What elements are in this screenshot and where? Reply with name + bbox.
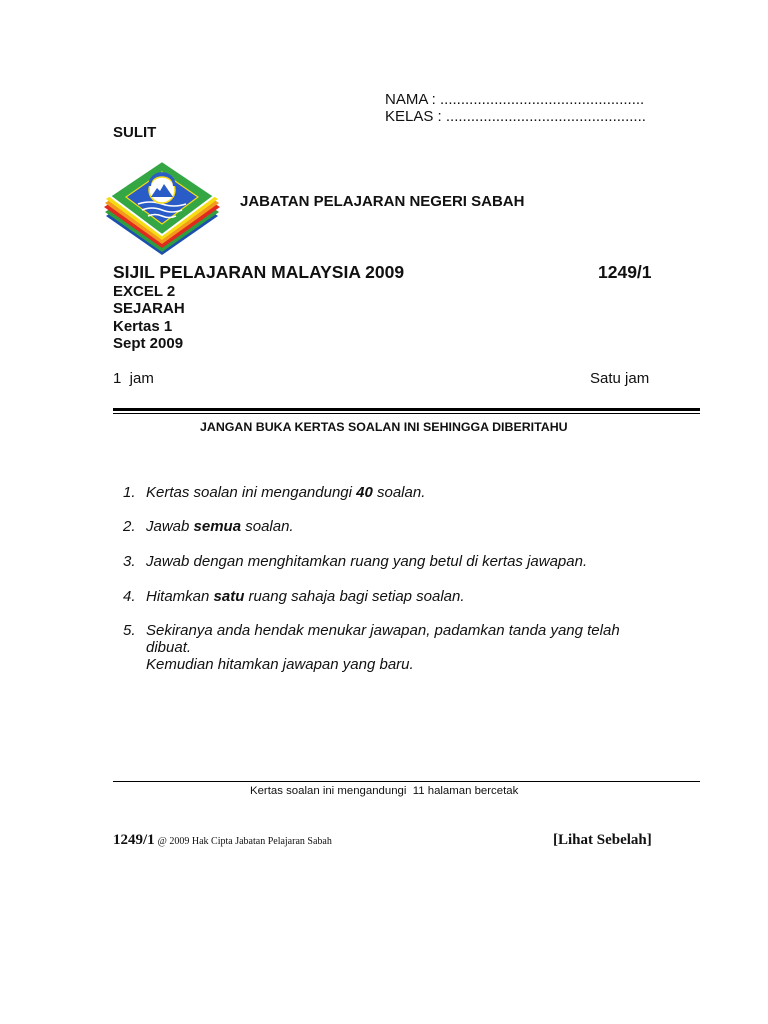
instruction-text-part: soalan. <box>241 518 294 535</box>
instruction-text-part: soalan. <box>372 484 426 501</box>
instruction-text-part: ruang sahaja bagi setiap soalan. <box>244 588 465 605</box>
instruction-emphasis: 40 <box>356 484 373 501</box>
exam-code: 1249/1 <box>598 262 652 282</box>
classification-label: SULIT <box>113 124 157 141</box>
duration-figures: 1 jam <box>113 370 154 387</box>
instruction-item <box>123 484 425 501</box>
exam-series: EXCEL 2 <box>113 283 176 300</box>
department-name: JABATAN PELAJARAN NEGERI SABAH <box>240 193 525 210</box>
header-divider-thick <box>113 408 700 411</box>
header-divider-thin <box>113 413 700 414</box>
exam-date: Sept 2009 <box>113 335 184 353</box>
student-info-fields <box>385 91 646 125</box>
instruction-text <box>146 588 465 605</box>
do-not-open-warning: JANGAN BUKA KERTAS SOALAN INI SEHINGGA DIBERITAHU <box>200 420 568 434</box>
exam-subject: SEJARAH <box>113 300 185 318</box>
duration-words: Satu jam <box>590 370 650 387</box>
footer-divider <box>113 781 700 782</box>
instruction-item <box>123 553 587 570</box>
instruction-emphasis: semua <box>193 518 242 535</box>
instruction-text-part: Kertas soalan ini mengandungi <box>146 484 357 501</box>
instruction-number: 4. <box>123 588 136 605</box>
exam-paper: Kertas 1 <box>113 317 173 335</box>
instruction-text-part: Hitamkan <box>146 588 214 605</box>
instruction-item <box>123 588 465 605</box>
instruction-text <box>146 622 620 673</box>
instruction-text <box>146 484 425 501</box>
instruction-text <box>146 518 294 535</box>
exam-details <box>113 283 185 353</box>
class-field-line: KELAS : ................................................ <box>385 108 646 125</box>
footer-exam-code: 1249/1 <box>113 832 155 848</box>
instruction-line: dibuat. <box>146 639 192 656</box>
instruction-item <box>123 518 294 535</box>
instruction-item <box>123 622 620 673</box>
exam-title: SIJIL PELAJARAN MALAYSIA 2009 <box>113 262 405 282</box>
name-field-line: NAMA : ................................................. <box>385 91 645 108</box>
instruction-line: Sekiranya anda hendak menukar jawapan, padamkan tanda yang telah <box>146 622 620 639</box>
instruction-number: 2. <box>123 518 136 535</box>
footer-copyright: @ 2009 Hak Cipta Jabatan Pelajaran Sabah <box>157 836 332 847</box>
instruction-emphasis: satu <box>213 588 245 605</box>
page-count-note: Kertas soalan ini mengandungi 11 halaman bercetak <box>250 785 519 797</box>
instruction-line: Kemudian hitamkan jawapan yang baru. <box>146 656 414 673</box>
footer-left <box>113 831 332 851</box>
instruction-number: 1. <box>123 484 136 501</box>
instruction-number: 5. <box>123 622 136 639</box>
jpn-sabah-logo <box>104 160 220 256</box>
instruction-text-part: Jawab <box>146 518 194 535</box>
instruction-number: 3. <box>123 553 136 570</box>
turn-over-note: [Lihat Sebelah] <box>553 832 652 848</box>
instruction-text: Jawab dengan menghitamkan ruang yang betul di kertas jawapan. <box>146 553 588 570</box>
logo-graphic <box>104 160 220 256</box>
